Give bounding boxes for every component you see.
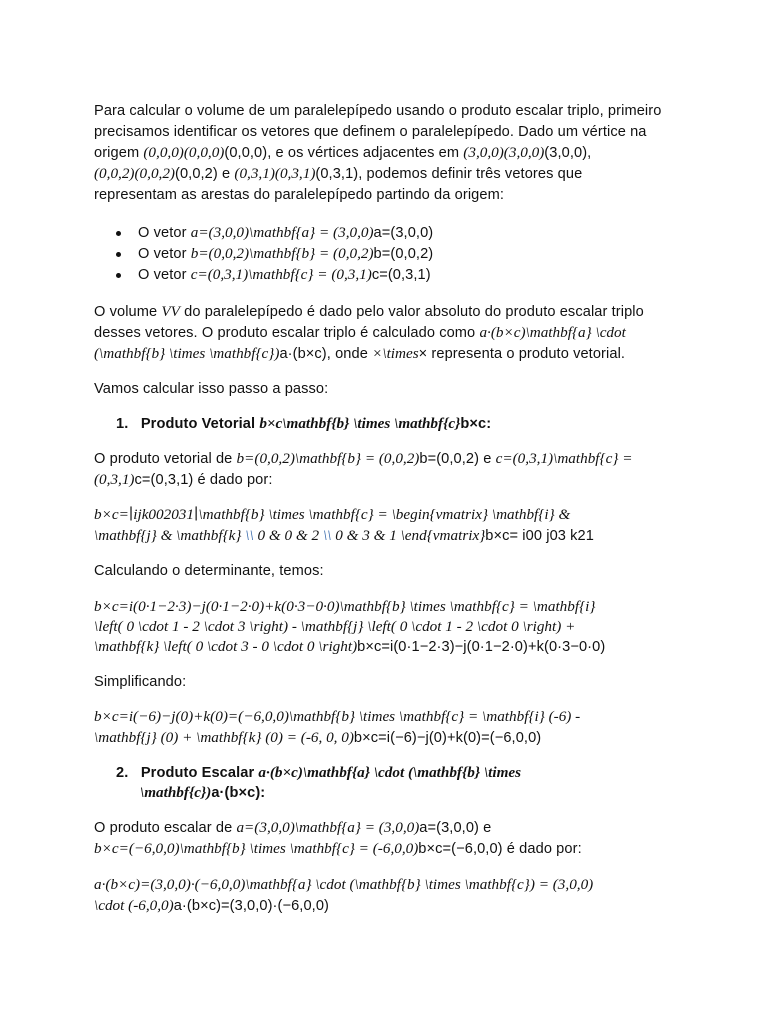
math-inline: ×\times — [372, 345, 419, 362]
step-number: 2. — [116, 765, 129, 781]
equation-dot-product-line-2 — [94, 896, 329, 916]
math-inline-blue: \\ — [322, 527, 332, 544]
equation-dot-product-line-1: a·(b×c)=(3,0,0)·(−6,0,0)\mathbf{a} \cdot (\mathbf{b} \times \mathbf{c}) = (3,0,0) — [94, 876, 594, 893]
text: (0,0,2) e — [174, 166, 235, 182]
math-inline: \mathbf{c}) — [140, 784, 212, 801]
text: O produto vetorial de — [94, 451, 237, 467]
math-inline: a·(b×c)\mathbf{a} \cdot (\mathbf{b} \times — [258, 764, 522, 781]
text: b×c: — [460, 416, 492, 432]
text: O produto escalar de — [94, 820, 237, 836]
bullet-vector-a — [138, 223, 433, 243]
math-inline: (0,0,2)(0,0,2) — [94, 165, 175, 182]
text: b×c=i(−6)−j(0)+k(0)=(−6,0,0) — [353, 730, 542, 746]
volume-line-1 — [94, 302, 644, 322]
math-inline-blue: \\ — [245, 527, 254, 544]
step-1-heading — [116, 414, 491, 434]
math-inline: a·(b×c)\mathbf{a} \cdot — [479, 324, 626, 341]
simplificando-text: Simplificando: — [94, 674, 187, 690]
text: O vetor — [138, 246, 191, 262]
text: a=(3,0,0) e — [419, 820, 492, 836]
step2-para-line-1 — [94, 818, 491, 838]
text: b×c=(−6,0,0) é dado por: — [418, 841, 582, 857]
text: a=(3,0,0) — [373, 225, 434, 241]
math-inline: (3,0,0)(3,0,0) — [463, 144, 545, 161]
text: desses vetores. O produto escalar triplo é calculado como — [94, 325, 480, 341]
math-inline: \cdot (-6,0,0) — [94, 897, 174, 914]
math-inline: a=(3,0,0)\mathbf{a} = (3,0,0) — [236, 819, 420, 836]
math-inline: (0,0,0)(0,0,0) — [143, 144, 225, 161]
equation-determinant-line-3 — [94, 637, 605, 657]
math-inline: b=(0,0,2)\mathbf{b} = (0,0,2) — [236, 450, 420, 467]
math-inline: c=(0,3,1)\mathbf{c} = — [495, 450, 633, 467]
text: a·(b×c), onde — [279, 346, 373, 362]
math-inline: b=(0,0,2)\mathbf{b} = (0,0,2) — [190, 245, 374, 262]
intro-line-5: representam as arestas do paralelepípedo partindo da origem: — [94, 187, 505, 203]
text: do paralelepípedo é dado pelo valor absoluto do produto escalar triplo — [179, 304, 644, 320]
text: c=(0,3,1) é dado por: — [134, 472, 273, 488]
text: origem — [94, 145, 144, 161]
step-2-heading — [116, 763, 521, 783]
math-inline: (0,3,1)(0,3,1) — [234, 165, 316, 182]
step-number: 1. — [116, 416, 129, 432]
math-inline: a=(3,0,0)\mathbf{a} = (3,0,0) — [190, 224, 374, 241]
bullet-icon — [116, 273, 121, 278]
text: (3,0,0), — [544, 145, 592, 161]
math-inline: VV — [161, 303, 180, 320]
text: × representa o produto vetorial. — [418, 346, 626, 362]
math-inline: \mathbf{k} \left( 0 \cdot 3 - 0 \cdot 0 \right) — [94, 638, 358, 655]
math-inline: b×c\mathbf{b} \times \mathbf{c} — [259, 415, 461, 432]
text: c=(0,3,1) — [371, 267, 431, 283]
math-inline: (0,3,1) — [94, 471, 135, 488]
math-inline: 0 & 0 & 2 — [253, 527, 323, 544]
equation-simplified-line-2 — [94, 728, 541, 748]
text: a·(b×c)=(3,0,0)·(−6,0,0) — [173, 898, 330, 914]
text: b×c=i(0·1−2·3)−j(0·1−2·0)+k(0·3−0·0) — [357, 639, 606, 655]
step1-para-line-2 — [94, 470, 273, 490]
volume-line-2 — [94, 323, 626, 343]
step-2-heading-cont — [140, 783, 265, 803]
step1-para-line-1 — [94, 449, 632, 469]
step-title: Produto Vetorial — [140, 416, 260, 432]
intro-line-4 — [94, 164, 582, 184]
text: O volume — [94, 304, 162, 320]
math-inline: \mathbf{j} (0) + \mathbf{k} (0) = (-6, 0, 0) — [94, 729, 354, 746]
equation-cross-product-line-2 — [94, 526, 594, 546]
equation-cross-product-line-1: b×c=∣ijk002031∣\mathbf{b} \times \mathbf{c} = \begin{vmatrix} \mathbf{i} & — [94, 506, 571, 523]
step-intro: Vamos calcular isso passo a passo: — [94, 381, 329, 397]
volume-line-3 — [94, 344, 625, 364]
bullet-vector-b — [138, 244, 433, 264]
text: b=(0,0,2) — [373, 246, 434, 262]
math-inline: \mathbf{j} & \mathbf{k} — [94, 527, 246, 544]
math-inline: (\mathbf{b} \times \mathbf{c}) — [94, 345, 280, 362]
text: a·(b×c): — [211, 785, 266, 801]
text: O vetor — [138, 225, 191, 241]
text: (0,0,0), e os vértices adjacentes em — [224, 145, 464, 161]
bullet-icon — [116, 252, 121, 257]
equation-simplified-line-1: b×c=i(−6)−j(0)+k(0)=(−6,0,0)\mathbf{b} \times \mathbf{c} = \mathbf{i} (-6) - — [94, 708, 581, 725]
intro-line-3 — [94, 143, 591, 163]
bullet-icon — [116, 231, 121, 236]
bullet-vector-c — [138, 265, 431, 285]
equation-determinant-line-2: \left( 0 \cdot 1 - 2 \cdot 3 \right) - \mathbf{j} \left( 0 \cdot 1 - 2 \cdot 0 \right) + — [94, 618, 576, 635]
text: (0,3,1), podemos definir três vetores que — [315, 166, 583, 182]
math-inline: 0 & 3 & 1 \end{vmatrix} — [331, 527, 486, 544]
calc-det-text: Calculando o determinante, temos: — [94, 563, 324, 579]
math-inline: b×c=(−6,0,0)\mathbf{b} \times \mathbf{c} = (-6,0,0) — [94, 840, 419, 857]
intro-line-2: precisamos identificar os vetores que definem o paralelepípedo. Dado um vértice na — [94, 124, 647, 140]
math-inline: c=(0,3,1)\mathbf{c} = (0,3,1) — [190, 266, 372, 283]
equation-determinant-line-1: b×c=i(0·1−2·3)−j(0·1−2·0)+k(0·3−0·0)\mathbf{b} \times \mathbf{c} = \mathbf{i} — [94, 598, 596, 615]
text: b=(0,0,2) e — [419, 451, 496, 467]
intro-line-1: Para calcular o volume de um paralelepípedo usando o produto escalar triplo, primeiro — [94, 103, 662, 119]
text: O vetor — [138, 267, 191, 283]
text: b×c= i00 j03 k21 — [485, 528, 594, 544]
step-title: Produto Escalar — [140, 765, 259, 781]
step2-para-line-2 — [94, 839, 582, 859]
